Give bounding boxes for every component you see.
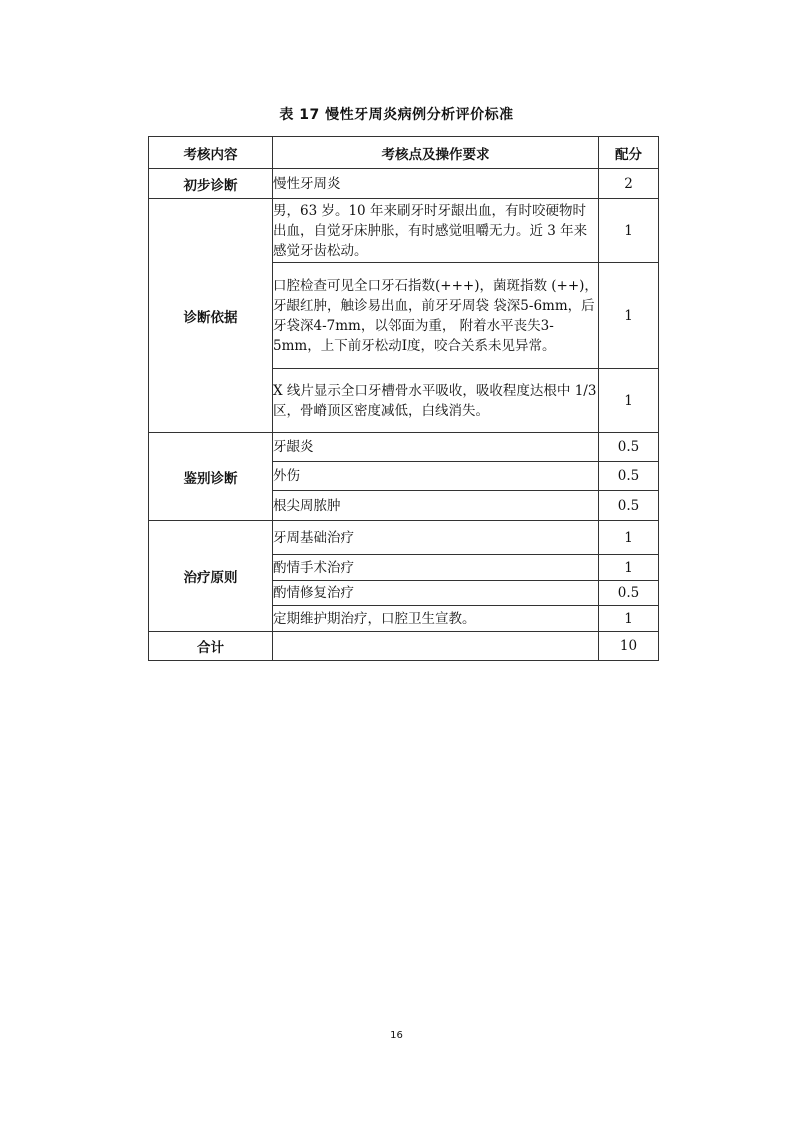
table-row	[149, 169, 659, 199]
score-cell: 1	[599, 263, 659, 369]
requirement-cell: 男，63 岁。10 年来刷牙时牙龈出血，有时咬硬物时出血，自觉牙床肿胀，有时感觉咀嚼无力。近 3 年来感觉牙齿松动。	[273, 199, 599, 263]
score-cell: 0.5	[599, 462, 659, 491]
score-cell: 0.5	[599, 581, 659, 606]
score-cell: 1	[599, 606, 659, 632]
category-cell: 鉴别诊断	[149, 433, 273, 521]
requirement-cell: 酌情手术治疗	[273, 555, 599, 581]
table-row	[149, 521, 659, 555]
requirement-cell: 牙龈炎	[273, 433, 599, 462]
category-cell: 治疗原则	[149, 521, 273, 632]
table-row	[149, 199, 659, 263]
total-requirement-cell	[273, 632, 599, 661]
score-cell: 0.5	[599, 433, 659, 462]
requirement-cell: 定期维护期治疗，口腔卫生宣教。	[273, 606, 599, 632]
score-cell: 1	[599, 369, 659, 433]
total-score: 10	[599, 632, 659, 661]
score-cell: 2	[599, 169, 659, 199]
score-cell: 0.5	[599, 491, 659, 521]
score-cell: 1	[599, 555, 659, 581]
requirement-cell: 牙周基础治疗	[273, 521, 599, 555]
score-cell: 1	[599, 521, 659, 555]
evaluation-table	[148, 136, 659, 661]
requirement-cell: 口腔检查可见全口牙石指数(+++)，菌斑指数 (++)，牙龈红肿，触诊易出血，前牙牙周袋 袋深5-6mm，后牙袋深4-7mm，以邻面为重， 附着水平丧失3-5mm，上下前牙松动I度，咬合关系未见异常。	[273, 263, 599, 369]
category-cell: 诊断依据	[149, 199, 273, 433]
table-row	[149, 433, 659, 462]
table-total-row	[149, 632, 659, 661]
requirement-cell: 慢性牙周炎	[273, 169, 599, 199]
requirement-cell: 酌情修复治疗	[273, 581, 599, 606]
header-score: 配分	[599, 137, 659, 169]
header-category: 考核内容	[149, 137, 273, 169]
table-caption: 表 17 慢性牙周炎病例分析评价标准	[279, 107, 514, 123]
page-number: 16	[390, 1030, 403, 1041]
category-cell: 初步诊断	[149, 169, 273, 199]
score-cell: 1	[599, 199, 659, 263]
total-label: 合计	[149, 632, 273, 661]
requirement-cell: 外伤	[273, 462, 599, 491]
header-requirement: 考核点及操作要求	[273, 137, 599, 169]
requirement-cell: X 线片显示全口牙槽骨水平吸收，吸收程度达根中 1/3 区，骨嵴顶区密度减低，白线消失。	[273, 369, 599, 433]
table-header-row	[149, 137, 659, 169]
requirement-cell: 根尖周脓肿	[273, 491, 599, 521]
